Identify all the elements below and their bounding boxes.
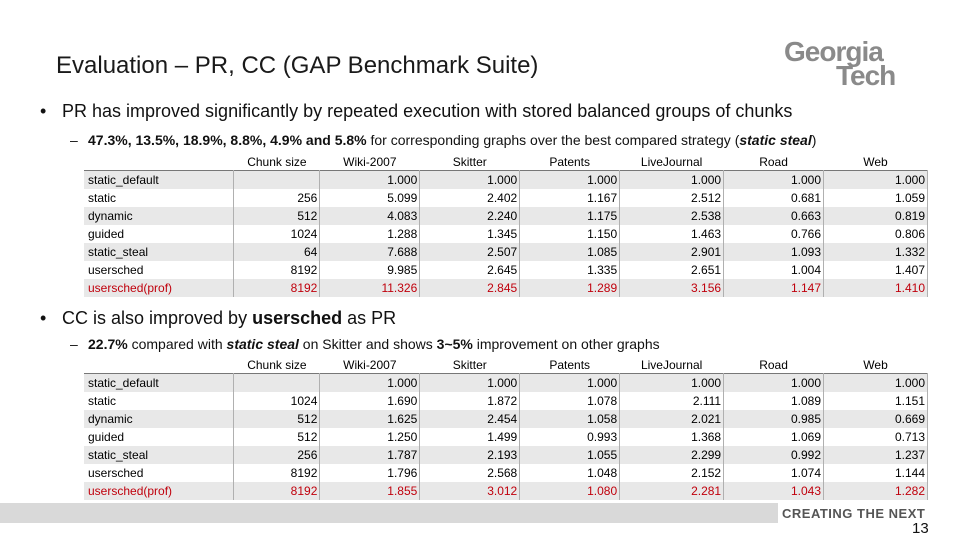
bullet-dot-icon: •: [40, 308, 47, 328]
page-number: 13: [912, 520, 929, 537]
table-cell: 2.402: [420, 189, 520, 207]
sub-cc-end: improvement on other graphs: [472, 336, 660, 352]
table-cell: 0.766: [724, 225, 824, 243]
row-label: usersched: [84, 261, 234, 279]
table-cell: 2.651: [620, 261, 724, 279]
table-cell: 2.454: [420, 410, 520, 428]
column-header: [84, 153, 234, 171]
table-cell: 1.000: [824, 374, 928, 393]
table-cell: [234, 171, 320, 190]
column-header: LiveJournal: [640, 357, 703, 372]
table-cell: 1.078: [520, 392, 620, 410]
row-label: guided: [84, 428, 234, 446]
table-cell: 8192: [234, 482, 320, 500]
table-cell: 9.985: [320, 261, 420, 279]
table-cell: 1.000: [620, 374, 724, 393]
column-header: LiveJournal: [640, 154, 703, 169]
table-cell: 1.150: [520, 225, 620, 243]
table-cell: 1.059: [824, 189, 928, 207]
table-cell: 1.093: [724, 243, 824, 261]
column-header: Patents: [549, 154, 591, 169]
table-cell: 1.089: [724, 392, 824, 410]
table-cell: 512: [234, 207, 320, 225]
table-cell: 0.992: [724, 446, 824, 464]
table-cell: 1.499: [420, 428, 520, 446]
table-cell: 1024: [234, 392, 320, 410]
table-cell: 1.000: [420, 171, 520, 190]
table-header-row: [84, 153, 928, 171]
table-cell: 8192: [234, 464, 320, 482]
table-cell: 1.058: [520, 410, 620, 428]
bullet-cc: [40, 308, 396, 329]
bullet-cc-post: as PR: [342, 308, 397, 328]
column-header: Web: [863, 357, 888, 372]
table-cell: 2.299: [620, 446, 724, 464]
table-cell: 11.326: [320, 279, 420, 297]
table-cell: 8192: [234, 261, 320, 279]
column-header: Patents: [549, 357, 591, 372]
table-cell: 64: [234, 243, 320, 261]
bullet-cc-pre: CC is also improved by: [62, 308, 253, 328]
table-cell: 256: [234, 189, 320, 207]
column-header: [84, 356, 234, 374]
table-row: [84, 207, 928, 225]
column-header: Web: [863, 154, 888, 169]
table-cell: 0.669: [824, 410, 928, 428]
table-cell: 0.713: [824, 428, 928, 446]
sub-pr-rest: for corresponding graphs over the best compared strategy (: [366, 132, 740, 148]
table-cell: 1.625: [320, 410, 420, 428]
table-cell: 1.000: [724, 374, 824, 393]
table-cell: 1.000: [620, 171, 724, 190]
row-label: static: [84, 189, 234, 207]
table-row: [84, 279, 928, 297]
slide-title: Evaluation – PR, CC (GAP Benchmark Suite): [56, 52, 539, 79]
sub-pr-end: ): [811, 132, 817, 148]
logo-line2: Tech: [836, 60, 896, 91]
sub-pr-italic: static steal: [739, 132, 812, 148]
table-cell: 1.080: [520, 482, 620, 500]
table-cell: 1.288: [320, 225, 420, 243]
row-label: static_default: [84, 171, 234, 190]
table-cell: 2.507: [420, 243, 520, 261]
table-cell: 1.690: [320, 392, 420, 410]
column-header: Chunk size: [247, 154, 307, 169]
table-cell: 1.332: [824, 243, 928, 261]
table-cell: 1.855: [320, 482, 420, 500]
column-header: Skitter: [452, 154, 487, 169]
table-cell: 1.048: [520, 464, 620, 482]
column-header: Skitter: [452, 357, 487, 372]
table-cell: 512: [234, 428, 320, 446]
table-cell: 1.000: [724, 171, 824, 190]
table-cell: 0.993: [520, 428, 620, 446]
table-cell: 2.021: [620, 410, 724, 428]
sub-cc-bold2: 3~5%: [436, 336, 473, 352]
table-cell: 1024: [234, 225, 320, 243]
table-cell: 3.156: [620, 279, 724, 297]
georgia-tech-logo: [784, 36, 934, 91]
table-cell: 5.099: [320, 189, 420, 207]
table-cell: 8192: [234, 279, 320, 297]
row-label: dynamic: [84, 207, 234, 225]
column-header: Road: [759, 154, 788, 169]
row-label: static_steal: [84, 446, 234, 464]
table-cell: 1.151: [824, 392, 928, 410]
table-cell: 1.410: [824, 279, 928, 297]
row-label: usersched(prof): [84, 482, 234, 500]
table-cell: 2.193: [420, 446, 520, 464]
row-label: dynamic: [84, 410, 234, 428]
dash-icon: –: [70, 336, 78, 352]
pr-results-table: [84, 153, 928, 297]
table-cell: 1.368: [620, 428, 724, 446]
row-label: static_default: [84, 374, 234, 393]
sub-pr-bold: 47.3%, 13.5%, 18.9%, 8.8%, 4.9% and 5.8%: [88, 132, 367, 148]
table-cell: 512: [234, 410, 320, 428]
table-cell: 0.663: [724, 207, 824, 225]
table-cell: 0.681: [724, 189, 824, 207]
logo-line1: Georgia: [784, 36, 883, 67]
table-cell: [234, 374, 320, 393]
column-header: Road: [759, 357, 788, 372]
column-header: Chunk size: [247, 357, 307, 372]
table-cell: 1.043: [724, 482, 824, 500]
table-cell: 2.240: [420, 207, 520, 225]
table-cell: 1.000: [320, 374, 420, 393]
table-cell: 1.004: [724, 261, 824, 279]
column-header: Wiki-2007: [343, 357, 397, 372]
table-cell: 7.688: [320, 243, 420, 261]
table-cell: 1.175: [520, 207, 620, 225]
table-cell: 1.144: [824, 464, 928, 482]
table-row: [84, 171, 928, 190]
table-cell: 1.289: [520, 279, 620, 297]
table-row: [84, 261, 928, 279]
sub-cc-mid2: on Skitter and shows: [298, 336, 437, 352]
table-cell: 2.568: [420, 464, 520, 482]
table-cell: 2.111: [620, 392, 724, 410]
table-cell: 1.055: [520, 446, 620, 464]
table-cell: 1.069: [724, 428, 824, 446]
row-label: usersched(prof): [84, 279, 234, 297]
sub-cc-mid1: compared with: [127, 336, 227, 352]
table-cell: 1.250: [320, 428, 420, 446]
table-cell: 2.645: [420, 261, 520, 279]
table-cell: 2.845: [420, 279, 520, 297]
table-cell: 2.152: [620, 464, 724, 482]
table-row: [84, 243, 928, 261]
footer-tagline: CREATING THE NEXT: [782, 506, 926, 521]
table-cell: 1.147: [724, 279, 824, 297]
row-label: static_steal: [84, 243, 234, 261]
table-row: [84, 392, 928, 410]
table-cell: 1.463: [620, 225, 724, 243]
table-cell: 256: [234, 446, 320, 464]
table-cell: 1.335: [520, 261, 620, 279]
row-label: usersched: [84, 464, 234, 482]
table-cell: 1.000: [320, 171, 420, 190]
bullet-pr: [40, 101, 792, 122]
bullet-dot-icon: •: [40, 101, 47, 121]
table-row: [84, 428, 928, 446]
table-cell: 1.000: [420, 374, 520, 393]
sub-cc-bold1: 22.7%: [88, 336, 128, 352]
table-cell: 1.000: [520, 171, 620, 190]
table-cell: 0.806: [824, 225, 928, 243]
table-cell: 1.000: [520, 374, 620, 393]
row-label: guided: [84, 225, 234, 243]
table-cell: 1.407: [824, 261, 928, 279]
table-row: [84, 482, 928, 500]
table-row: [84, 446, 928, 464]
row-label: static: [84, 392, 234, 410]
column-header: Wiki-2007: [343, 154, 397, 169]
table-cell: 4.083: [320, 207, 420, 225]
bullet-cc-bold: usersched: [252, 308, 343, 328]
table-cell: 1.872: [420, 392, 520, 410]
table-cell: 1.237: [824, 446, 928, 464]
footer-bar: [0, 503, 778, 523]
table-cell: 1.345: [420, 225, 520, 243]
table-cell: 3.012: [420, 482, 520, 500]
cc-results-table: [84, 356, 928, 500]
bullet-pr-text: PR has improved significantly by repeated execution with stored balanced groups of chunks: [62, 101, 793, 121]
table-row: [84, 410, 928, 428]
table-cell: 2.538: [620, 207, 724, 225]
table-row: [84, 225, 928, 243]
table-row: [84, 464, 928, 482]
sub-bullet-cc: [70, 336, 660, 352]
table-cell: 1.085: [520, 243, 620, 261]
table-cell: 1.167: [520, 189, 620, 207]
sub-bullet-pr: [70, 132, 816, 148]
table-cell: 1.282: [824, 482, 928, 500]
dash-icon: –: [70, 132, 78, 148]
table-cell: 2.281: [620, 482, 724, 500]
table-cell: 1.787: [320, 446, 420, 464]
table-header-row: [84, 356, 928, 374]
table-cell: 1.796: [320, 464, 420, 482]
sub-cc-italic: static steal: [226, 336, 299, 352]
table-cell: 0.819: [824, 207, 928, 225]
table-cell: 2.512: [620, 189, 724, 207]
table-cell: 1.000: [824, 171, 928, 190]
table-cell: 1.074: [724, 464, 824, 482]
table-row: [84, 189, 928, 207]
table-cell: 2.901: [620, 243, 724, 261]
table-cell: 0.985: [724, 410, 824, 428]
table-row: [84, 374, 928, 393]
